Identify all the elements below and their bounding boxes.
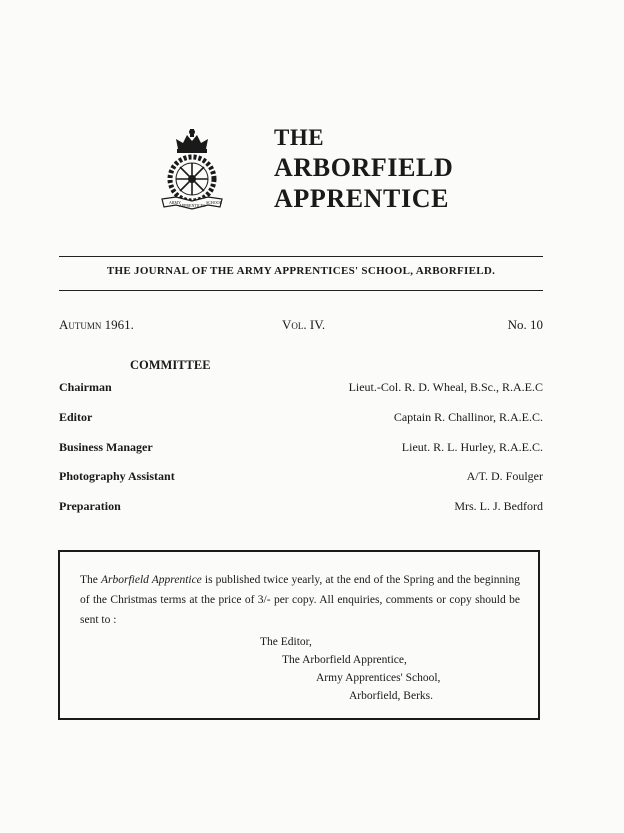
committee-member: A/T. D. Foulger (466, 469, 543, 483)
address-line: The Editor, (260, 636, 312, 648)
issue-number: No. 10 (507, 317, 543, 332)
committee-role: Chairman (59, 380, 112, 394)
committee-role: Business Manager (59, 440, 153, 454)
bottom-divider (59, 290, 543, 291)
notice-body: is published twice yearly, at the end of the Spring and the beginning of the Christmas terms at the price of 3/- per copy. All enquiries, comments or copy should be sent to : (80, 574, 520, 626)
publication-notice (80, 570, 520, 630)
committee-member: Lieut.-Col. R. D. Wheal, B.Sc., R.A.E.C (348, 380, 543, 394)
committee-heading: COMMITTEE (130, 358, 211, 372)
publication-notice-box (58, 550, 540, 720)
issue-volume: Vol. IV. (282, 317, 326, 332)
address-line: Arborfield, Berks. (349, 690, 433, 702)
address-line: Army Apprentices' School, (316, 672, 441, 684)
committee-member: Captain R. Challinor, R.A.E.C. (393, 410, 543, 424)
committee-member: Lieut. R. L. Hurley, R.A.E.C. (401, 440, 543, 454)
journal-title (274, 126, 453, 212)
committee-role: Preparation (59, 499, 121, 513)
journal-subtitle: THE JOURNAL OF THE ARMY APPRENTICES' SCHOOL, ARBORFIELD. (106, 265, 496, 277)
crown-icon (176, 129, 208, 153)
school-crest-logo (158, 127, 226, 219)
committee-role: Editor (59, 410, 93, 424)
title-line-1: THE (274, 125, 325, 150)
issue-season: Autumn 1961. (59, 317, 134, 332)
notice-journal-name: Arborfield Apprentice (100, 574, 202, 586)
committee-member: Mrs. L. J. Bedford (454, 499, 543, 513)
badge-left-text: ARMY (169, 200, 182, 205)
title-line-3: APPRENTICE (274, 184, 450, 213)
badge-ribbon-text: APPRENTICES (179, 203, 206, 208)
badge-right-text: SCHOOL (206, 200, 223, 205)
notice-pre: The (80, 574, 101, 586)
committee-role: Photography Assistant (59, 469, 175, 483)
title-line-2: ARBORFIELD (274, 153, 454, 182)
address-line: The Arborfield Apprentice, (282, 654, 407, 666)
top-divider (59, 256, 543, 257)
